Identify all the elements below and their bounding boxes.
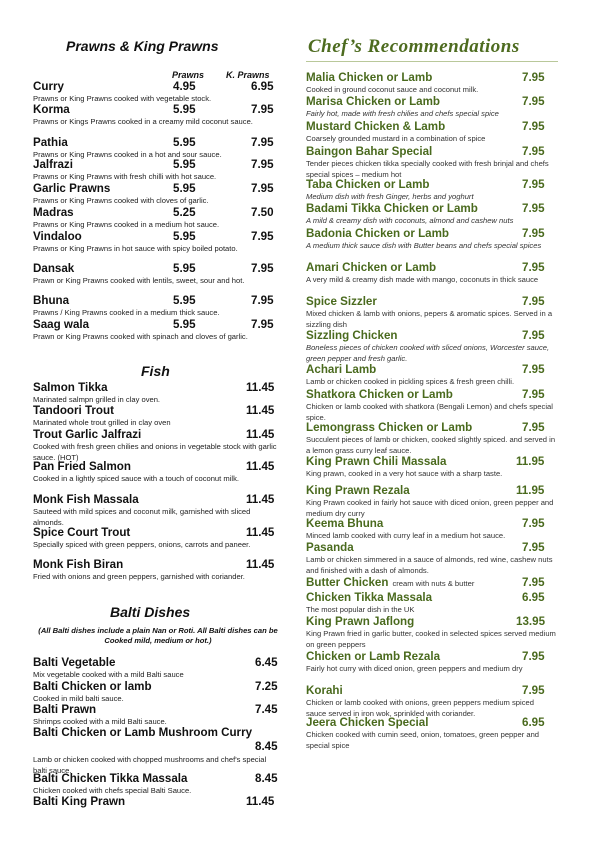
chef-dish-price: 7.95 bbox=[522, 363, 545, 376]
chef-dish-inline-description: cream with nuts & butter bbox=[392, 579, 475, 588]
fish-dish-description: Marinated whole trout grilled in clay oven bbox=[33, 418, 171, 427]
chef-dish-name: Shatkora Chicken or Lamb bbox=[306, 388, 453, 401]
chef-dish-description: Chicken or lamb cooked with shatkora (Bengali Lemon) and chefs special spice. bbox=[306, 402, 553, 422]
chef-dish-name: King Prawn Jaflong bbox=[306, 615, 415, 628]
chef-dish-name: Mustard Chicken & Lamb bbox=[306, 120, 446, 133]
king-prawns-column-header: K. Prawns bbox=[226, 70, 270, 80]
chef-dish-name: Chicken Tikka Massala bbox=[306, 591, 433, 604]
chef-dish-name: King Prawn Rezala bbox=[306, 484, 410, 497]
prawn-dish-name: Jalfrazi bbox=[33, 158, 73, 171]
chefs-recommendations-title: Chef’s Recommendations bbox=[308, 36, 520, 57]
chef-dish-name: Baingon Bahar Special bbox=[306, 145, 433, 158]
prawn-dish-description: Prawns or King Prawns in hot sauce with spicy boiled potato. bbox=[33, 244, 238, 253]
prawn-price: 5.95 bbox=[173, 294, 196, 307]
prawn-dish-name: Curry bbox=[33, 80, 64, 93]
chef-dish-price: 11.95 bbox=[516, 455, 545, 468]
king-prawn-price: 7.95 bbox=[251, 318, 274, 331]
prawn-dish-description: Prawns or King Prawns cooked in a hot and sour sauce. bbox=[33, 150, 222, 159]
fish-price: 11.45 bbox=[246, 558, 275, 571]
prawn-dish-name: Bhuna bbox=[33, 294, 70, 307]
king-prawn-price: 7.95 bbox=[251, 182, 274, 195]
chef-dish-name: Butter Chicken cream with nuts & butter bbox=[306, 576, 475, 589]
prawn-dish-name: Madras bbox=[33, 206, 74, 219]
prawn-price: 5.95 bbox=[173, 230, 196, 243]
chef-dish-price: 7.95 bbox=[522, 576, 545, 589]
chef-dish-price: 11.95 bbox=[516, 484, 545, 497]
balti-section-title: Balti Dishes bbox=[110, 604, 191, 620]
chef-dish-price: 7.95 bbox=[522, 178, 545, 191]
chef-dish-name: Keema Bhuna bbox=[306, 517, 384, 530]
balti-price: 8.45 bbox=[255, 772, 278, 785]
chef-dish-name: Achari Lamb bbox=[306, 363, 377, 376]
chef-dish-description: Fairly hot curry with diced onion, green peppers and medium dry bbox=[306, 664, 523, 673]
prawn-price: 5.95 bbox=[173, 318, 196, 331]
chef-dish-price: 7.95 bbox=[522, 329, 545, 342]
prawns-section-title: Prawns & King Prawns bbox=[66, 38, 219, 54]
prawn-price: 5.95 bbox=[173, 136, 196, 149]
balti-dish-description: Mix vegetable cooked with a mild Balti sauce bbox=[33, 670, 184, 679]
fish-price: 11.45 bbox=[246, 493, 275, 506]
fish-dish-name: Trout Garlic Jalfrazi bbox=[33, 428, 142, 441]
prawn-price: 5.95 bbox=[173, 262, 196, 275]
prawn-dish-name: Saag wala bbox=[33, 318, 90, 331]
chef-dish-price: 7.95 bbox=[522, 95, 545, 108]
fish-dish-name: Salmon Tikka bbox=[33, 381, 108, 394]
balti-price: 7.25 bbox=[255, 680, 278, 693]
chef-dish-description: King Prawn fried in garlic butter, cooked in selected spices served medium on green peppers bbox=[306, 629, 556, 649]
chef-dish-name: Chicken or Lamb Rezala bbox=[306, 650, 441, 663]
chef-dish-price: 7.95 bbox=[522, 202, 545, 215]
chef-dish-description: A mild & creamy dish with coconuts, almond and cashew nuts bbox=[306, 216, 514, 225]
fish-section-title: Fish bbox=[141, 363, 170, 379]
prawn-price: 4.95 bbox=[173, 80, 196, 93]
chef-dish-name: Taba Chicken or Lamb bbox=[306, 178, 430, 191]
prawn-price: 5.95 bbox=[173, 182, 196, 195]
fish-dish-name: Spice Court Trout bbox=[33, 526, 131, 539]
chef-dish-price: 7.95 bbox=[522, 421, 545, 434]
chef-dish-price: 7.95 bbox=[522, 388, 545, 401]
prawn-dish-description: Prawns / King Prawns cooked in a medium thick sauce. bbox=[33, 308, 220, 317]
chef-dish-description: Lamb or chicken cooked in pickling spices & fresh green chilli. bbox=[306, 377, 515, 386]
chef-dish-price: 7.95 bbox=[522, 650, 545, 663]
chef-dish-price: 7.95 bbox=[522, 71, 545, 84]
prawn-dish-description: Prawns or Kings Prawns cooked in a creamy mild coconut sauce. bbox=[33, 117, 253, 126]
chef-dish-price: 7.95 bbox=[522, 145, 545, 158]
chef-dish-price: 7.95 bbox=[522, 517, 545, 530]
fish-price: 11.45 bbox=[246, 381, 275, 394]
fish-dish-name: Monk Fish Massala bbox=[33, 493, 139, 506]
chef-dish-name: Pasanda bbox=[306, 541, 354, 554]
chef-dish-description: Succulent pieces of lamb or chicken, cooked slightly spiced. and served in a lemon grass curry leaf sauce. bbox=[306, 435, 556, 455]
balti-dish-description: Chicken cooked with chefs special Balti Sauce. bbox=[33, 786, 192, 795]
chef-dish-description: Coarsely grounded mustard in a combination of spice bbox=[306, 134, 486, 143]
balti-note: (All Balti dishes include a plain Nan or Roti. All Balti dishes can be Cooked mild, medium or hot.) bbox=[38, 626, 278, 645]
chef-dish-price: 7.95 bbox=[522, 541, 545, 554]
balti-dish-name: Balti Chicken Tikka Massala bbox=[33, 772, 188, 785]
prawn-dish-description: Prawn or King Prawns cooked with spinach and cloves of garlic. bbox=[33, 332, 248, 341]
prawn-dish-description: Prawn or King Prawns cooked with lentils, sweet, sour and hot. bbox=[33, 276, 245, 285]
chef-dish-name: Lemongrass Chicken or Lamb bbox=[306, 421, 473, 434]
fish-price: 11.45 bbox=[246, 526, 275, 539]
prawn-dish-description: Prawns or King Prawns with fresh chilli with hot sauce. bbox=[33, 172, 217, 181]
balti-dish-description: Shrimps cooked with a mild Balti sauce. bbox=[33, 717, 167, 726]
chef-dish-price: 7.95 bbox=[522, 684, 545, 697]
fish-dish-name: Monk Fish Biran bbox=[33, 558, 124, 571]
balti-dish-description: Lamb or chicken cooked with chopped mushrooms and chef's special balti sauce. bbox=[33, 755, 267, 775]
prawn-dish-description: Prawns or King Prawns cooked with vegetable stock. bbox=[33, 94, 212, 103]
king-prawn-price: 7.95 bbox=[251, 158, 274, 171]
balti-dish-name: Balti Chicken or lamb bbox=[33, 680, 152, 693]
chef-dish-description: King Prawn cooked in fairly hot sauce with diced onion, green pepper and medium dry curry bbox=[306, 498, 554, 518]
chef-dish-price: 7.95 bbox=[522, 120, 545, 133]
fish-dish-description: Specially spiced with green peppers, onions, carrots and paneer. bbox=[33, 540, 251, 549]
chef-dish-price: 7.95 bbox=[522, 261, 545, 274]
chef-dish-price: 7.95 bbox=[522, 295, 545, 308]
chef-dish-description: Cooked in ground coconut sauce and coconut milk. bbox=[306, 85, 479, 94]
chef-dish-description: Mixed chicken & lamb with onions, pepers & aromatic spices. Served in a sizzling dish bbox=[306, 309, 553, 329]
prawn-price: 5.95 bbox=[173, 103, 196, 116]
title-divider bbox=[306, 61, 558, 62]
balti-dish-name: Balti Vegetable bbox=[33, 656, 116, 669]
fish-dish-description: Marinated salmpn grilled in clay oven. bbox=[33, 395, 161, 404]
king-prawn-price: 7.95 bbox=[251, 103, 274, 116]
chef-dish-description: A medium thick sauce dish with Butter beans and chefs special spices bbox=[306, 241, 542, 250]
chef-dish-price: 7.95 bbox=[522, 227, 545, 240]
king-prawn-price: 7.50 bbox=[251, 206, 274, 219]
chef-dish-description: Tender pieces chicken tikka specially cooked with fresh brinjal and chefs special spices – medium hot bbox=[306, 159, 549, 179]
chef-dish-name: Marisa Chicken or Lamb bbox=[306, 95, 441, 108]
balti-price: 11.45 bbox=[246, 795, 275, 808]
chef-dish-name: Badonia Chicken or Lamb bbox=[306, 227, 450, 240]
fish-price: 11.45 bbox=[246, 404, 275, 417]
prawn-dish-name: Pathia bbox=[33, 136, 68, 149]
chef-dish-price: 13.95 bbox=[516, 615, 546, 628]
fish-dish-name: Tandoori Trout bbox=[33, 404, 114, 417]
fish-price: 11.45 bbox=[246, 428, 275, 441]
king-prawn-price: 7.95 bbox=[251, 230, 274, 243]
fish-dish-description: Fried with onions and green peppers, garnished with coriander. bbox=[33, 572, 245, 581]
chef-dish-name: Amari Chicken or Lamb bbox=[306, 261, 437, 274]
fish-dish-name: Pan Fried Salmon bbox=[33, 460, 131, 473]
chef-dish-description: Boneless pieces of chicken cooked with sliced onions, Worcester sauce, green pepper and fresh garlic. bbox=[306, 343, 550, 363]
chef-dish-name: Sizzling Chicken bbox=[306, 329, 398, 342]
prawn-price: 5.95 bbox=[173, 158, 196, 171]
prawn-dish-name: Garlic Prawns bbox=[33, 182, 111, 195]
fish-dish-description: Cooked in a lightly spiced sauce with a touch of coconut milk. bbox=[33, 474, 239, 483]
prawn-dish-name: Dansak bbox=[33, 262, 75, 275]
chef-dish-description: Fairly hot, made with fresh chilies and chefs special spice bbox=[306, 109, 499, 118]
chef-dish-description: The most popular dish in the UK bbox=[306, 605, 415, 614]
fish-dish-description: Sauteed with mild spices and coconut milk, garnished with sliced almonds. bbox=[33, 507, 251, 527]
king-prawn-price: 7.95 bbox=[251, 136, 274, 149]
balti-dish-description: Cooked in mild balti sauce. bbox=[33, 694, 124, 703]
king-prawn-price: 7.95 bbox=[251, 262, 274, 275]
fish-price: 11.45 bbox=[246, 460, 275, 473]
chef-dish-description: Lamb or chicken simmered in a sauce of almonds, red wine, cashew nuts and finished with a dash of almonds. bbox=[306, 555, 553, 575]
chef-dish-description: Chicken cooked with cumin seed, onion, tomatoes, green pepper and special spice bbox=[306, 730, 540, 750]
chef-dish-name: Malia Chicken or Lamb bbox=[306, 71, 433, 84]
prawn-dish-name: Korma bbox=[33, 103, 70, 116]
chef-dish-description: A very mild & creamy dish made with mango, coconuts in thick sauce bbox=[306, 275, 539, 284]
prawn-dish-name: Vindaloo bbox=[33, 230, 82, 243]
fish-dish-description: Cooked with fresh green chilies and onions in vegetable stock with garlic sauce. (HOT) bbox=[33, 442, 277, 462]
chef-dish-name: Jeera Chicken Special bbox=[306, 716, 429, 729]
chef-dish-description: Minced lamb cooked with curry leaf in a medium hot sauce. bbox=[306, 531, 506, 540]
balti-price: 6.45 bbox=[255, 656, 278, 669]
king-prawn-price: 7.95 bbox=[251, 294, 274, 307]
chef-dish-name: Spice Sizzler bbox=[306, 295, 377, 308]
chef-dish-name: Badami Tikka Chicken or Lamb bbox=[306, 202, 478, 215]
balti-price: 8.45 bbox=[255, 740, 278, 753]
chef-dish-description: King prawn, cooked in a very hot sauce with a sharp taste. bbox=[306, 469, 503, 478]
prawn-dish-description: Prawns or King Prawns cooked in a medium hot sauce. bbox=[33, 220, 220, 229]
prawns-column-header: Prawns bbox=[172, 70, 205, 80]
chef-dish-name: Korahi bbox=[306, 684, 343, 697]
balti-dish-name: Balti Prawn bbox=[33, 703, 97, 716]
prawn-dish-description: Prawns or King Prawns cooked with cloves of garlic. bbox=[33, 196, 209, 205]
king-prawn-price: 6.95 bbox=[251, 80, 274, 93]
chef-dish-description: Medium dish with fresh Ginger, herbs and yoghurt bbox=[306, 192, 474, 201]
balti-dish-name: Balti King Prawn bbox=[33, 795, 126, 808]
chef-dish-price: 6.95 bbox=[522, 591, 545, 604]
chef-dish-name: King Prawn Chili Massala bbox=[306, 455, 447, 468]
chef-dish-price: 6.95 bbox=[522, 716, 545, 729]
prawn-price: 5.25 bbox=[173, 206, 196, 219]
chef-dish-description: Chicken or lamb cooked with onions, green peppers medium spiced sauce served in iron wok, sprinkled with coriander. bbox=[306, 698, 534, 718]
balti-dish-name: Balti Chicken or Lamb Mushroom Curry bbox=[33, 726, 253, 739]
balti-price: 7.45 bbox=[255, 703, 278, 716]
